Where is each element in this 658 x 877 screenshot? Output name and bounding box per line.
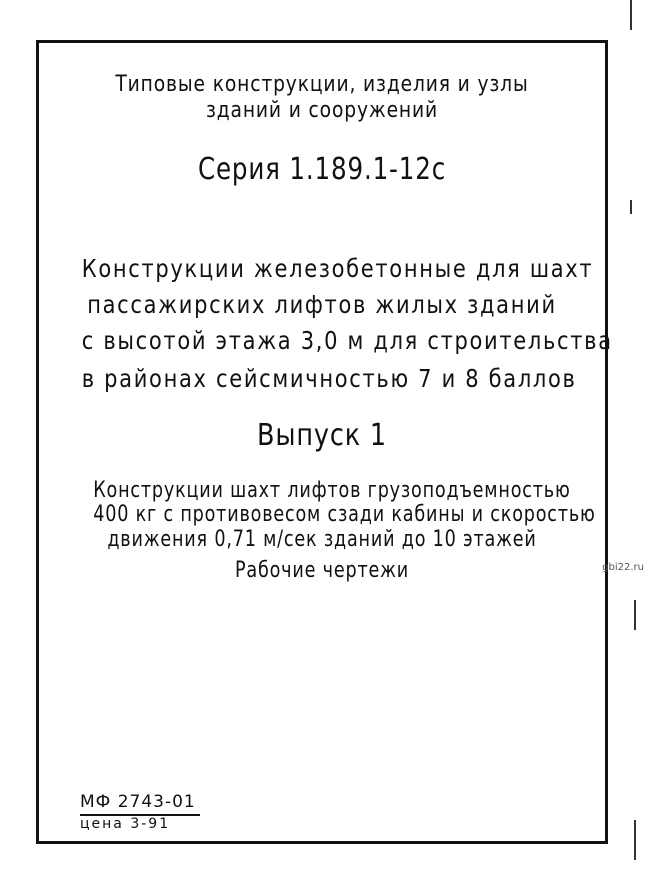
subtitle-line-1: Конструкции шахт лифтов грузоподъемностью: [93, 478, 571, 503]
document-code: МФ 2743-01: [80, 792, 200, 816]
scan-edge-mark: [634, 600, 636, 630]
subtitle-line-4: Рабочие чертежи: [234, 558, 410, 583]
scan-edge-mark: [630, 200, 632, 214]
document-price: цена 3-91: [80, 816, 171, 832]
subtitle-line-2: 400 кг с противовесом сзади кабины и скоростью: [93, 502, 596, 527]
subtitle-line-3: движения 0,71 м/сек зданий до 10 этажей: [107, 527, 537, 552]
issue-number: Выпуск 1: [257, 418, 387, 453]
series-number: Серия 1.189.1-12с: [197, 152, 447, 187]
header-line-1: Типовые конструкции, изделия и узлы: [115, 72, 529, 97]
scan-edge-mark: [630, 0, 632, 30]
title-line-2: пассажирских лифтов жилых зданий: [87, 290, 557, 319]
title-line-3: с высотой этажа 3,0 м для строительства: [81, 326, 613, 355]
header-line-2: зданий и сооружений: [205, 98, 439, 123]
title-line-4: в районах сейсмичностью 7 и 8 баллов: [81, 364, 577, 393]
title-line-1: Конструкции железобетонные для шахт: [81, 254, 594, 283]
site-watermark: gbi22.ru: [602, 562, 644, 573]
scan-edge-mark: [634, 820, 636, 860]
